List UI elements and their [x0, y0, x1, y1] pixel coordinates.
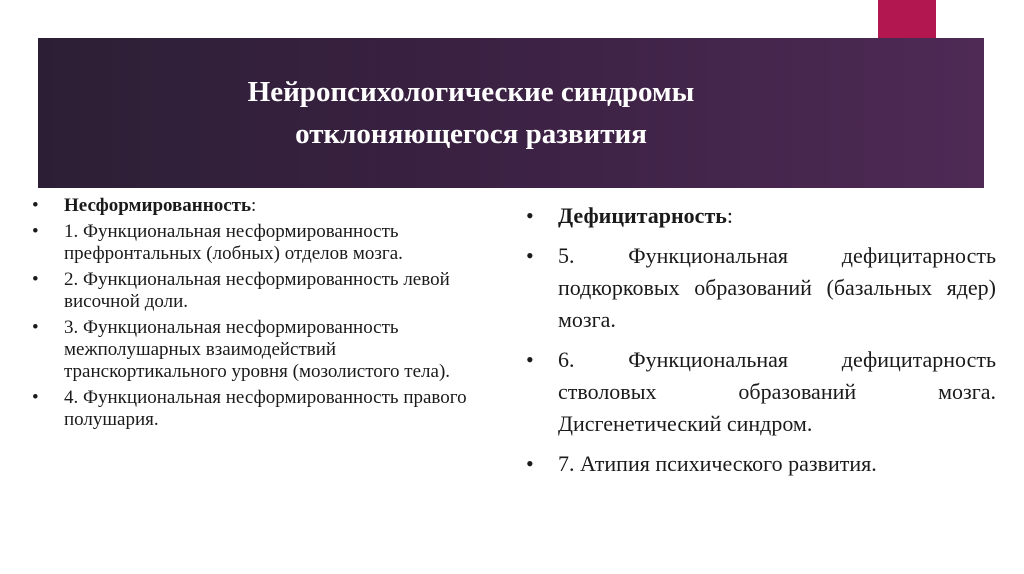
- right-heading: Дефицитарность: [558, 203, 727, 228]
- list-item-text: 2. Функциональная несформированность левой височной доли.: [64, 269, 450, 312]
- list-item-text: 4. Функциональная несформированность правого полушария.: [64, 387, 467, 430]
- list-item-text: 7. Атипия психического развития.: [558, 451, 877, 476]
- bullet-icon: •: [526, 243, 534, 268]
- bullet-icon: •: [526, 451, 534, 476]
- left-heading: Несформированность: [64, 195, 252, 216]
- list-item: [32, 269, 492, 313]
- list-item-text: 1. Функциональная несформированность префронтальных (лобных) отделов мозга.: [64, 221, 403, 264]
- list-item: [526, 240, 996, 336]
- title-line-1: Нейропсихологические синдромы: [247, 76, 695, 108]
- list-item: [32, 387, 492, 431]
- bullet-icon: •: [526, 347, 534, 372]
- left-column: [32, 195, 492, 435]
- bullet-icon: •: [32, 269, 39, 290]
- list-item: [526, 200, 996, 232]
- right-heading-colon: :: [726, 203, 734, 228]
- bullet-icon: •: [32, 317, 39, 338]
- list-item: [32, 221, 492, 265]
- list-item-text: 6. Функциональная дефицитарность стволовых образований мозга. Дисгенетический синдром.: [558, 347, 996, 436]
- bullet-icon: •: [32, 195, 39, 216]
- list-item: [32, 317, 492, 383]
- bullet-icon: •: [32, 221, 39, 242]
- slide-title: [38, 38, 984, 188]
- bullet-icon: •: [526, 203, 534, 228]
- bullet-icon: •: [32, 387, 39, 408]
- list-item-text: 5. Функциональная дефицитарность подкорковых образований (базальных ядер) мозга.: [558, 243, 996, 332]
- list-item-text: 3. Функциональная несформированность межполушарных взаимодействий транскортикального уровня (мозолистого тела).: [64, 317, 451, 382]
- right-column: [526, 200, 996, 488]
- list-item: [526, 448, 996, 480]
- left-heading-colon: :: [251, 195, 257, 216]
- list-item: [526, 344, 996, 440]
- title-line-2: отклоняющегося развития: [295, 118, 647, 150]
- list-item: [32, 195, 492, 217]
